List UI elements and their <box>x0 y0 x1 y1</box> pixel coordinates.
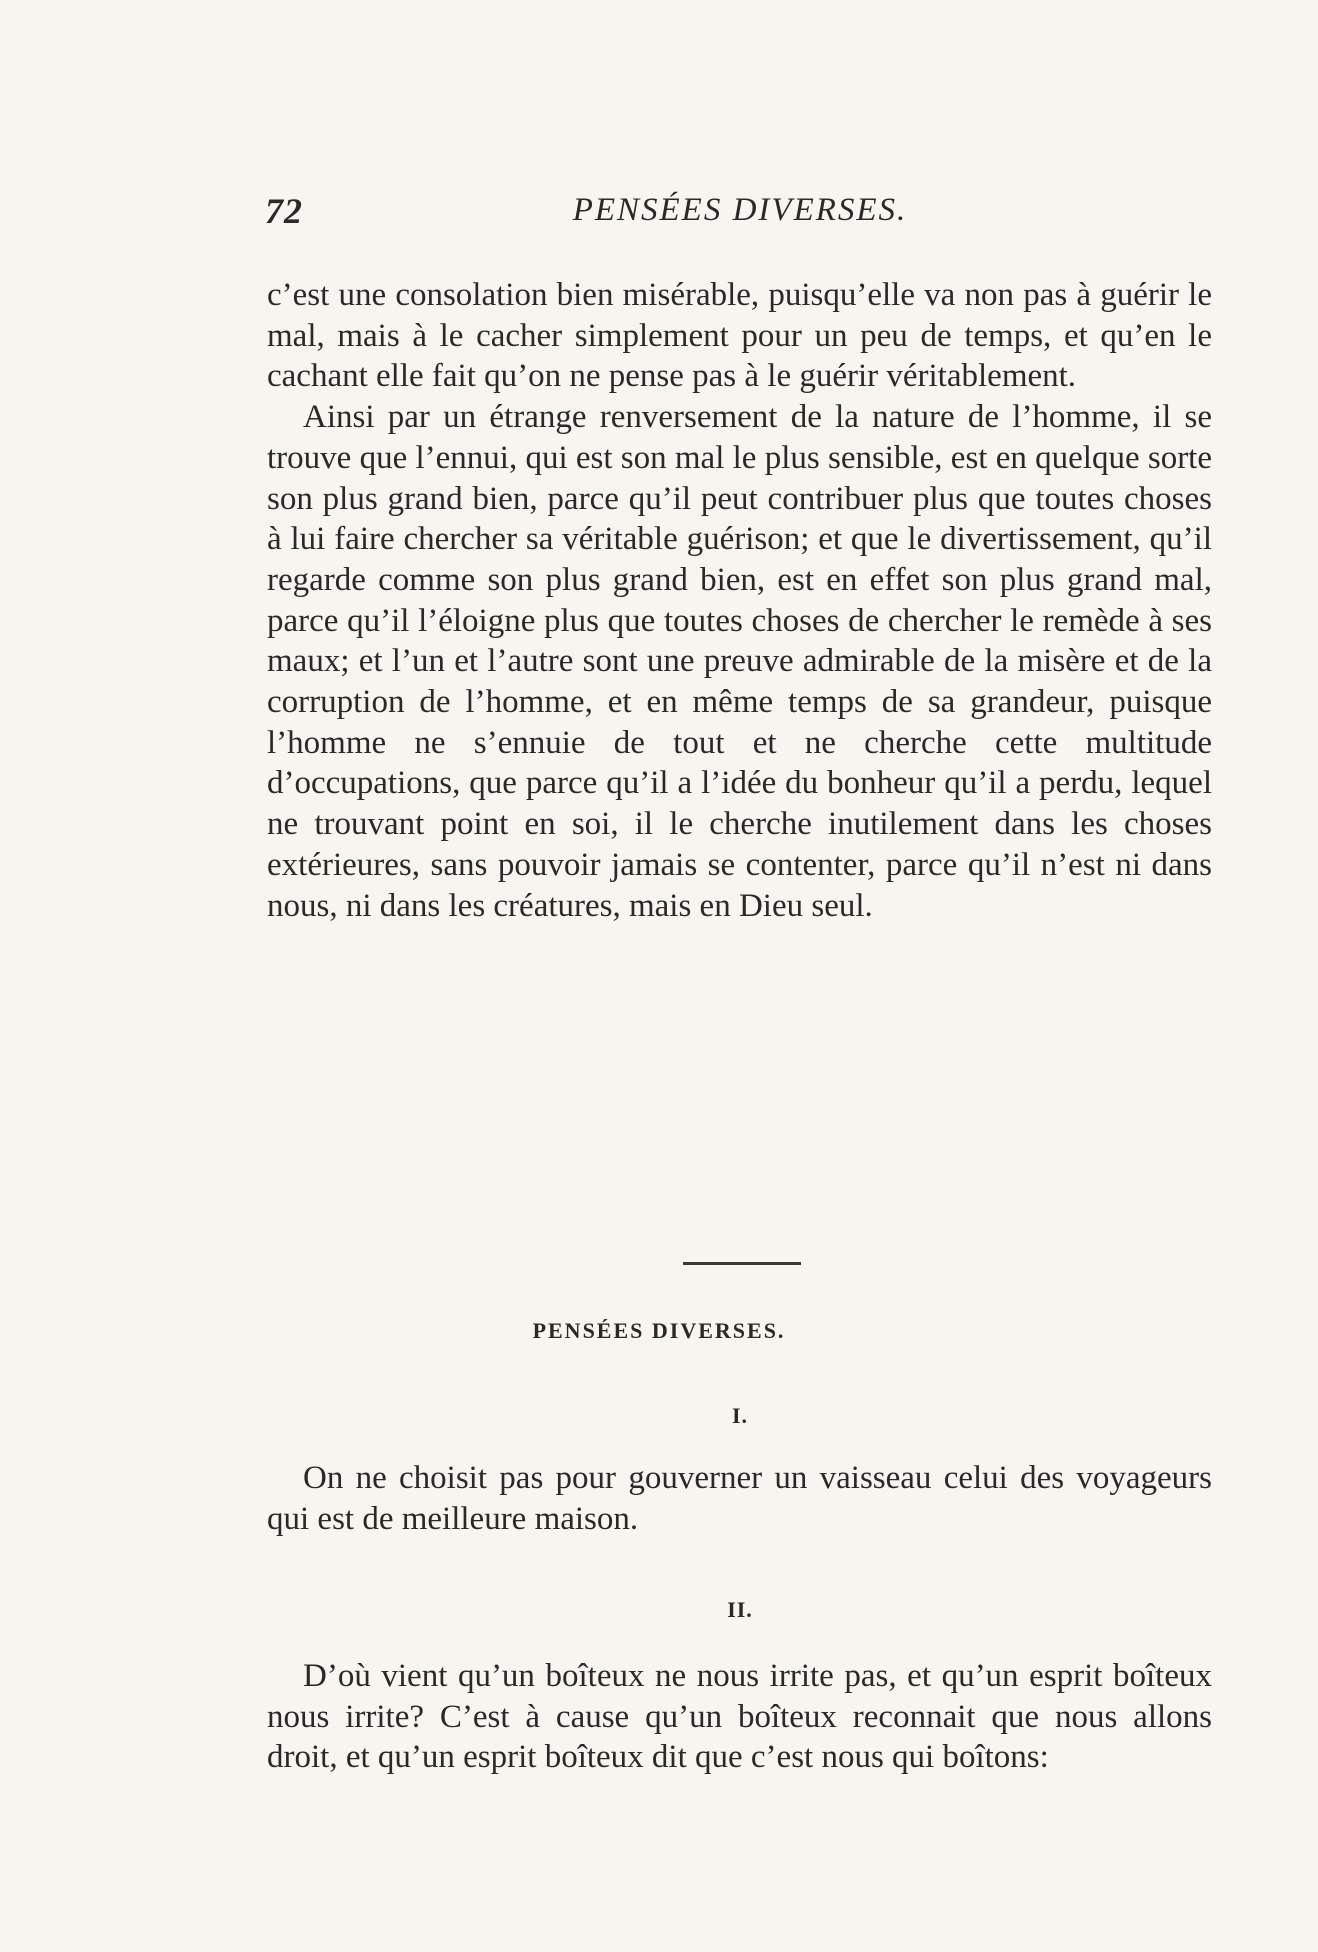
section-title: PENSÉES DIVERSES. <box>532 1318 786 1343</box>
paragraph: Ainsi par un étrange renversement de la nature de l’homme, il se trouve que l’ennui, qui est son mal le plus sensible, est en quelque sorte son plus grand bien, parce qu’il peut contribuer plus que toutes choses à lui faire chercher sa véritable guérison; et que le divertissement, qu’il regarde comme son plus grand bien, est en effet son plus grand mal, parce qu’il l’éloigne plus que toutes choses de chercher le remède à ses maux; et l’un et l’autre sont une preuve admirable de la misère et de la corruption de l’homme, et en même temps de sa grandeur, puisque l’homme ne s’ennuie de tout et ne cherche cette multitude d’occupations, que parce qu’il a l’idée du bonheur qu’il a perdu, lequel ne trouvant point en soi, il le cherche inutilement dans les choses extérieures, sans pouvoir jamais se contenter, parce qu’il n’est ni dans nous, ni dans les créatures, mais en Dieu seul. <box>267 399 1212 924</box>
paragraph: D’où vient qu’un boîteux ne nous irrite pas, et qu’un esprit boîteux nous irrite? C’est à cause qu’un boîteux reconnait que nous allons droit, et qu’un esprit boîteux dit que c’est nous qui boîtons: <box>267 1658 1212 1776</box>
page-header <box>265 190 1215 240</box>
running-title: PENSÉES DIVERSES. <box>572 192 908 228</box>
paragraph-continued: c’est une consolation bien misérable, puisqu’elle va non pas à guérir le mal, mais à le cacher simplement pour un peu de temps, et qu’en le cachant elle fait qu’on ne pense pas à le guérir véritablement. <box>267 277 1212 395</box>
page-number: 72 <box>265 191 303 231</box>
section-numeral: I. <box>731 1403 749 1428</box>
thought-text <box>267 1656 1212 1778</box>
section-divider <box>683 1262 801 1265</box>
main-text <box>267 275 1212 926</box>
thought-text <box>267 1458 1212 1539</box>
paragraph: On ne choisit pas pour gouverner un vaisseau celui des voyageurs qui est de meilleure maison. <box>267 1460 1212 1537</box>
section-numeral: II. <box>727 1597 753 1622</box>
